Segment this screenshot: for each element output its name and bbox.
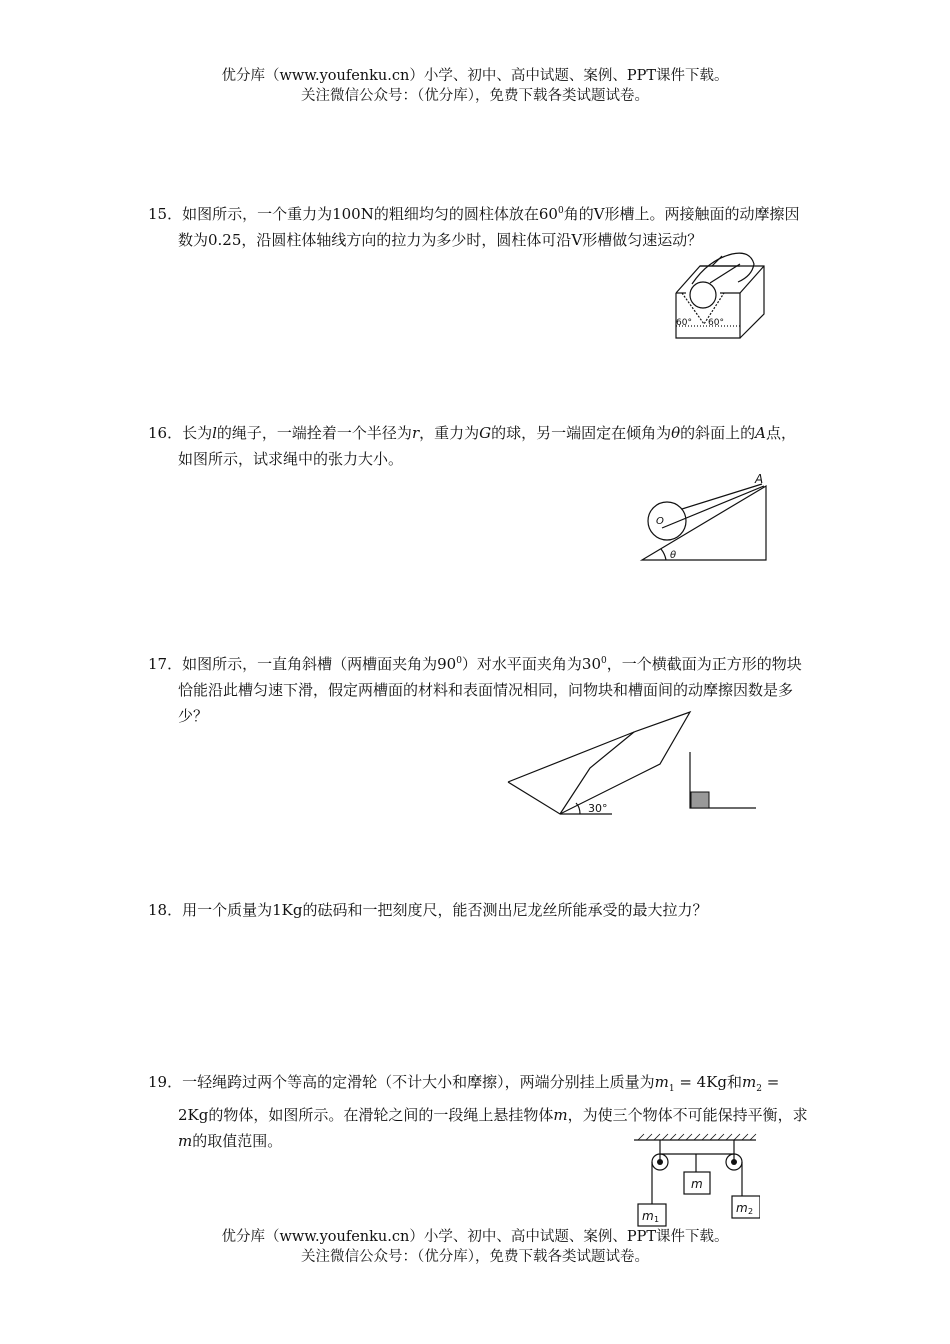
var-m2: m [742,1073,757,1091]
mass-m-label: m [691,1177,703,1191]
q16-text-1: 长为 [182,424,213,442]
pulley-system-figure [630,1132,760,1228]
q19-text-4: ，为使三个物体不可能保持平衡，求 [567,1106,808,1124]
question-16 [148,420,810,472]
q16-text-6: 点，如图所示，试求绳中的张力大小。 [178,424,797,468]
q16-text-3: ，重力为 [419,424,480,442]
var-m: m [178,1132,193,1150]
q19-text-5: 的取值范围。 [192,1132,283,1150]
question-15-text [148,198,810,253]
question-number: 19． [148,1073,183,1091]
header-line-2: 关注微信公众号：（优分库），免费下载各类试题试卷。 [301,88,649,104]
inclined-plane-ball-figure [636,470,772,566]
v-groove-cylinder-figure [668,246,774,342]
mass-m1-label: m [642,1209,654,1223]
var-m: m [553,1106,568,1124]
square-block [691,792,709,808]
question-number: 16． [148,424,183,442]
degree-sup: 0 [557,206,564,216]
question-16-text [148,420,810,472]
q19-text-1: 一轻绳跨过两个等高的定滑轮（不计大小和摩擦），两端分别挂上质量为 [182,1073,655,1091]
footer-line-1: 优分库（www.youfenku.cn）小学、初中、高中试题、案例、PPT课件下载。 [221,1229,729,1245]
question-number: 15． [148,205,183,223]
angle-label-right: 60° [708,318,724,328]
theta-label: θ [670,550,677,561]
question-number: 17． [148,655,183,673]
var-g: G [479,424,492,442]
question-18-text [148,897,810,923]
q17-text-3: ，一个横截面为正方形的物块恰能沿此槽匀速下滑，假定两槽面的材料和表面情况相同，问物块和槽面间的动摩擦因数是多少？ [178,655,802,725]
mass-m1-sub: 1 [654,1215,660,1224]
point-a-label: A [755,472,764,486]
angle-label-left: 60° [676,318,692,328]
sub-2: 2 [756,1084,763,1094]
q16-text-2: 的绳子，一端拴着一个半径为 [216,424,412,442]
q15-text-part-1: 如图所示，一个重力为100N的粗细均匀的圆柱体放在60 [182,205,558,223]
sub-1: 1 [668,1084,675,1094]
footer-line-2: 关注微信公众号：（优分库），免费下载各类试题试卷。 [301,1249,649,1265]
mass-m2-sub: 2 [748,1207,754,1216]
question-15 [148,198,810,253]
right-angle-trough-figure [504,708,760,820]
mass-m2-label: m [736,1201,748,1215]
center-o-label: O [656,516,664,527]
var-theta: θ [671,424,681,442]
page-footer [0,1227,950,1267]
q15-text-part-2: 角的V形槽上。两接触面的动摩擦因数为0.25，沿圆柱体轴线方向的拉力为多少时，圆柱体可沿V形槽做匀速运动？ [178,205,800,249]
page-header [0,66,950,106]
header-line-1: 优分库（www.youfenku.cn）小学、初中、高中试题、案例、PPT课件下载。 [221,68,729,84]
question-18 [148,897,810,923]
var-r: r [411,424,420,442]
q19-text-3: = 2Kg的物体，如图所示。在滑轮之间的一段绳上悬挂物体 [178,1073,780,1124]
question-number: 18． [148,901,183,919]
q18-text: 用一个质量为1Kg的砝码和一把刻度尺，能否测出尼龙丝所能承受的最大拉力？ [182,901,708,919]
degree-sup: 0 [456,656,462,666]
q16-text-4: 的球，另一端固定在倾角为 [491,424,672,442]
angle-30-label: 30° [588,802,608,815]
var-m1: m [654,1073,669,1091]
q16-text-5: 的斜面上的 [680,424,756,442]
q17-text-2: ）对水平面夹角为30 [461,655,602,673]
q19-text-2: = 4Kg和 [674,1073,743,1091]
degree-sup: 0 [601,656,607,666]
q17-text-1: 如图所示，一直角斜槽（两槽面夹角为90 [182,655,457,673]
var-l: l [212,424,217,442]
var-a: A [755,424,767,442]
